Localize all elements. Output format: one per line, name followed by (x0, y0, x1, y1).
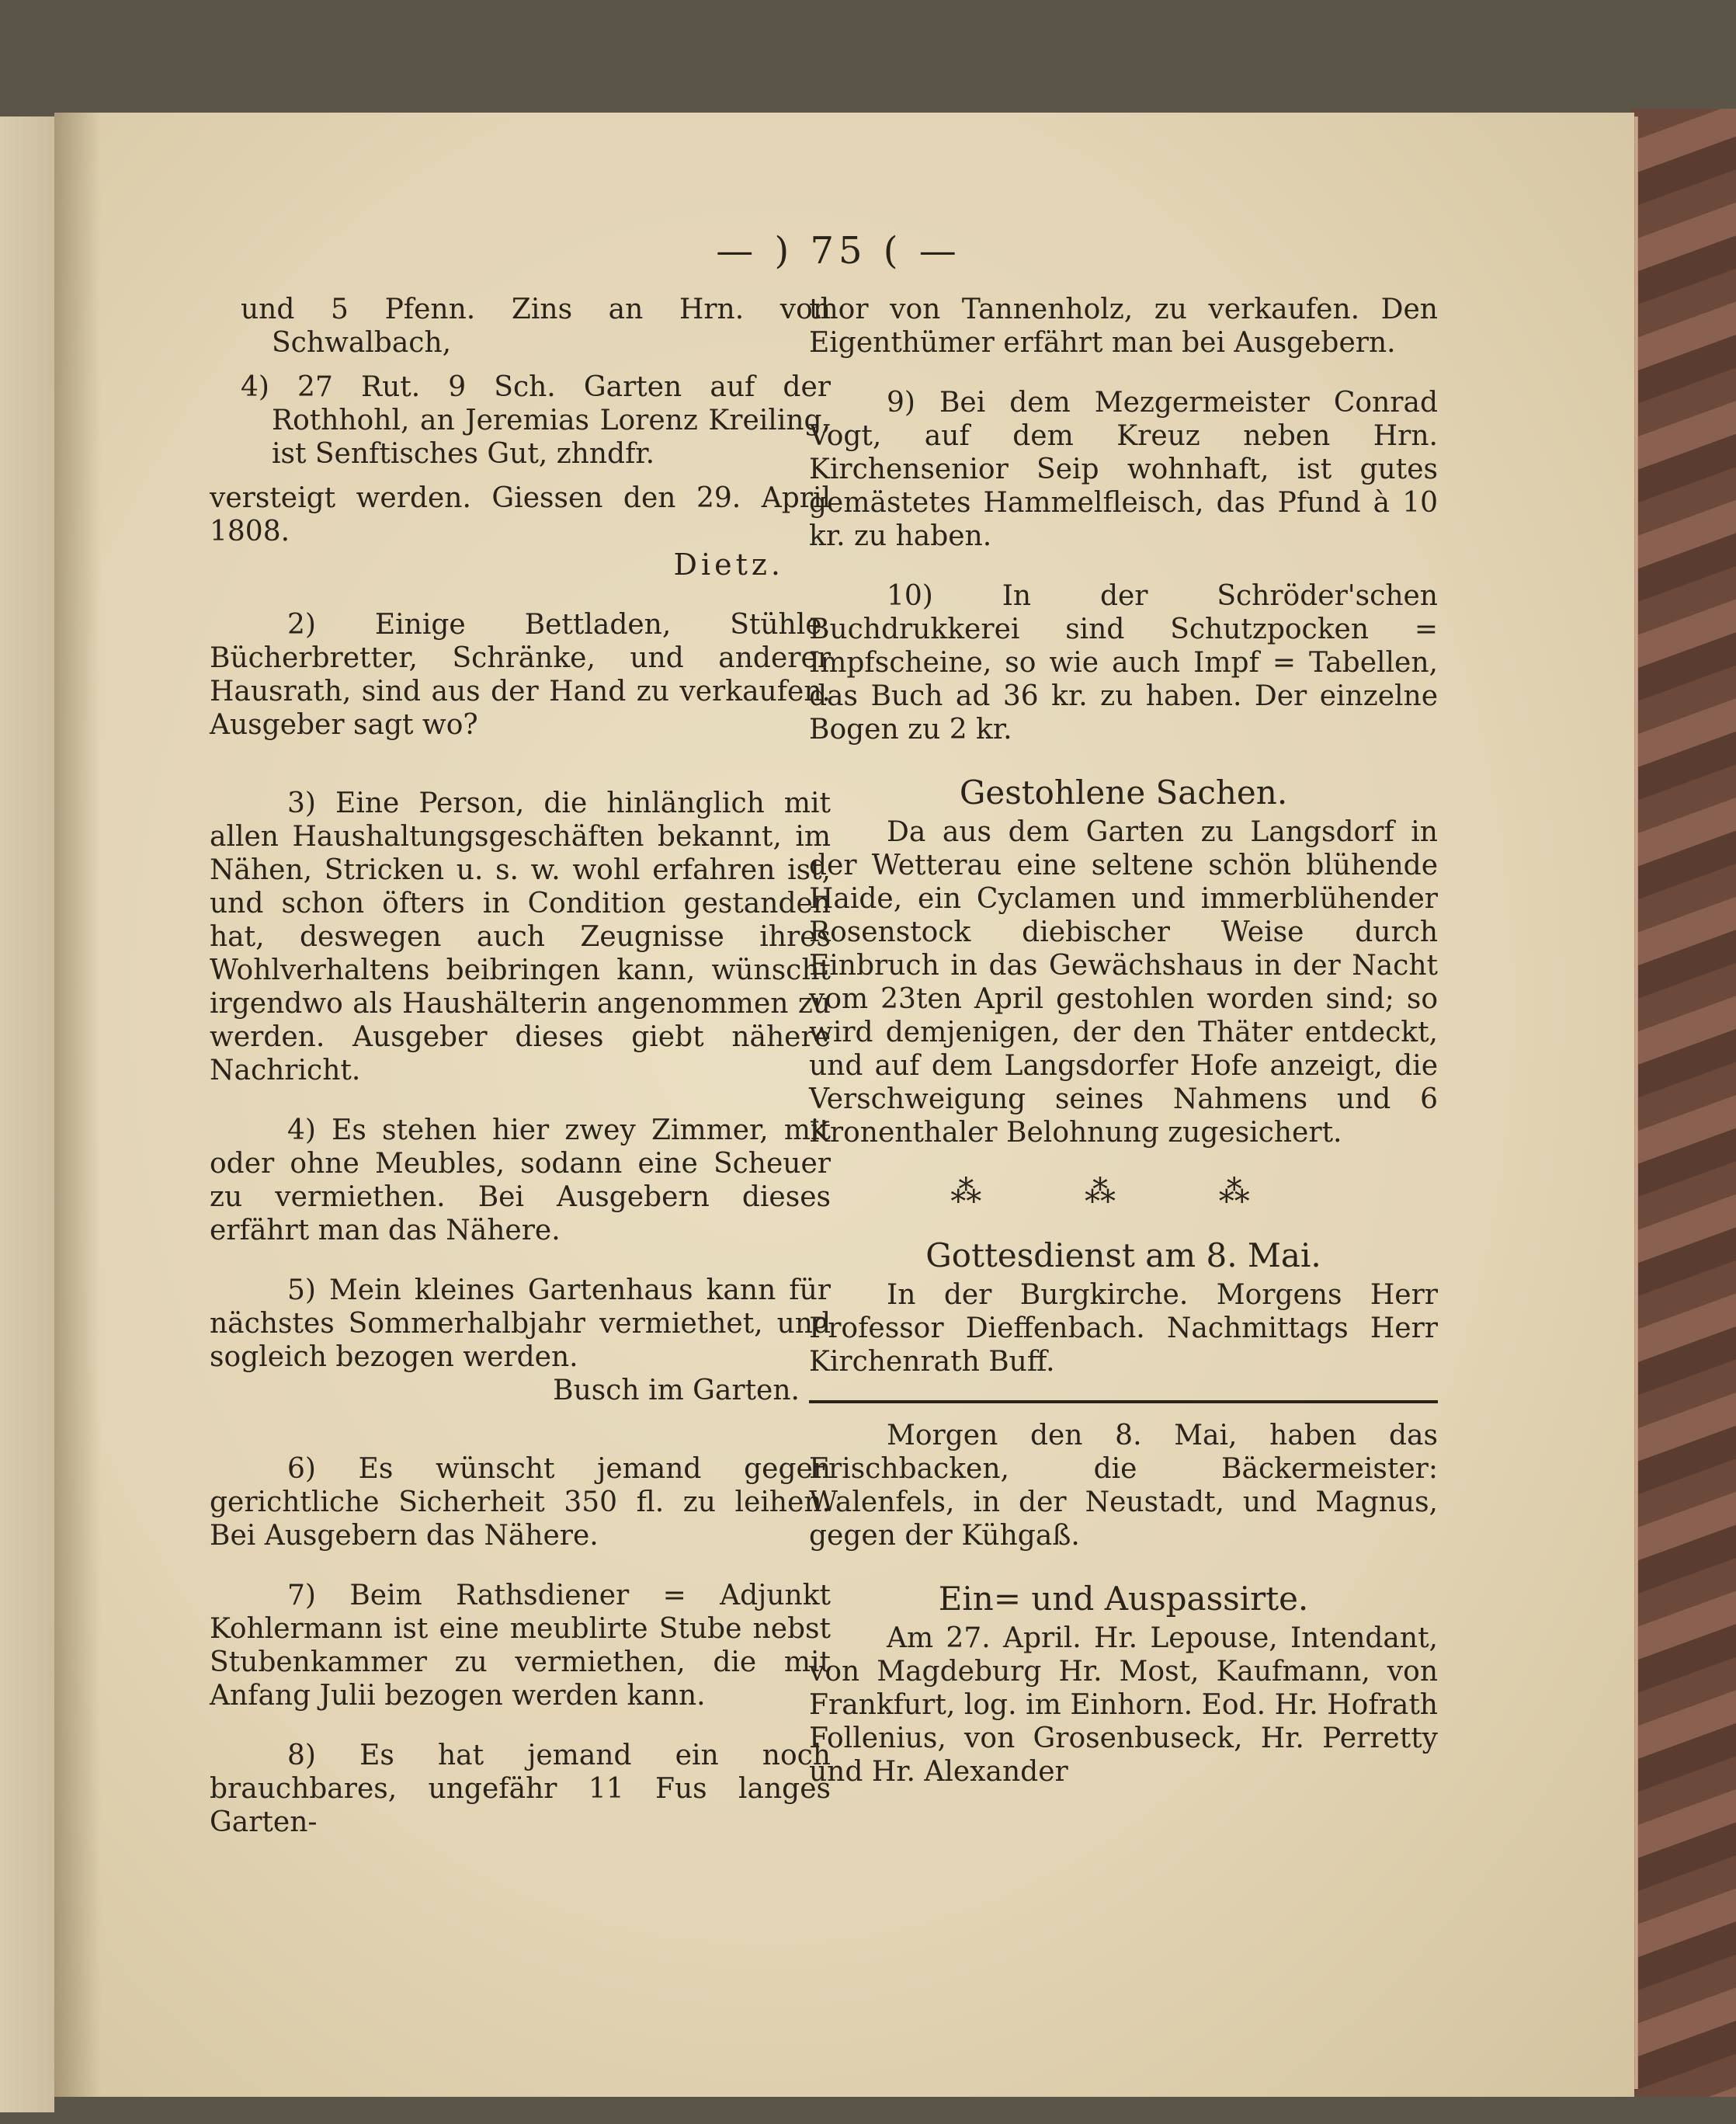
signature-busch: Busch im Garten. (553, 1375, 800, 1406)
book-cover-board (1630, 109, 1736, 2097)
notice-2: 2) Einige Bettladen, Stühle, Bücherbretter, Schränke, und anderer Hausrath, sind aus der Hand zu verkaufen. Ausgeber sagt wo? (210, 609, 831, 741)
heading-church-service: Gottesdienst am 8. Mai. (925, 1236, 1321, 1274)
right-column (809, 293, 1438, 1789)
facing-page-edge (0, 116, 54, 2112)
signature-dietz: Dietz. (673, 548, 784, 582)
auction-note: versteigt werden. Giessen den 29. April 1808. (210, 482, 831, 548)
horizontal-rule (809, 1400, 1438, 1403)
book-page (54, 113, 1634, 2097)
left-column (210, 293, 831, 1839)
heading-stolen-goods: Gestohlene Sachen. (959, 773, 1288, 812)
entry-continuation: und 5 Pfenn. Zins an Hrn. von Schwalbach, (241, 294, 831, 359)
church-service-text: In der Burgkirche. Morgens Herr Professor Dieffenbach. Nachmittags Herr Kirchenrath Buff. (809, 1279, 1438, 1378)
page-gutter-shadow (54, 113, 101, 2097)
notice-8-continuation: thor von Tannenholz, zu verkaufen. Den Eigenthümer erfährt man bei Ausgebern. (809, 294, 1438, 359)
notice-8: 8) Es hat jemand ein noch brauchbares, ungefähr 11 Fus langes Garten- (210, 1740, 831, 1838)
notice-3: 3) Eine Person, die hinlänglich mit allen Haushaltungsgeschäften bekannt, im Nähen, Stricken u. s. w. wohl erfahren ist, und schon öfters in Condition gestanden hat, deswegen auch Zeugnisse ihres Wohlverhaltens beibringen kann, wünscht irgendwo als Haushälterin angenommen zu werden. Ausgeber dieses giebt nähere Nachricht. (210, 787, 831, 1086)
bakers-notice: Morgen den 8. Mai, haben das Frischbacken, die Bäckermeister: Walenfels, in der Neustadt, und Magnus, gegen der Kühgaß. (809, 1420, 1438, 1552)
notice-9: 9) Bei dem Mezgermeister Conrad Vogt, auf dem Kreuz neben Hrn. Kirchensenior Seip wohnhaft, ist gutes gemästetes Hammelfleisch, das Pfund à 10 kr. zu haben. (809, 387, 1438, 552)
heading-arrivals: Ein= und Auspassirte. (938, 1580, 1309, 1618)
notice-10: 10) In der Schröder'schen Buchdrukkerei sind Schutzpocken = Impfscheine, so wie auch Impf = Tabellen, das Buch ad 36 kr. zu haben. Der einzelne Bogen zu 2 kr. (809, 580, 1438, 746)
entry-item-4: 4) 27 Rut. 9 Sch. Garten auf der Rothhohl, an Jeremias Lorenz Kreiling, ist Senftisches Gut, zhndfr. (241, 371, 831, 470)
stolen-goods-text: Da aus dem Garten zu Langsdorf in der Wetterau eine seltene schön blühende Haide, ein Cyclamen und immerblühender Rosenstock diebischer Weise durch Einbruch in das Gewächshaus in der Nacht vom 23ten April gestohlen worden sind; so wird demjenigen, der den Thäter entdeckt, und auf dem Langsdorfer Hofe anzeigt, die Verschweigung seines Nahmens und 6 Kronenthaler Belohnung zugesichert. (809, 816, 1438, 1149)
notice-7: 7) Beim Rathsdiener = Adjunkt Kohlermann ist eine meublirte Stube nebst Stubenkammer zu vermiethen, die mit Anfang Julii bezogen werden kann. (210, 1580, 831, 1712)
notice-4: 4) Es stehen hier zwey Zimmer, mit oder ohne Meubles, sodann eine Scheuer zu vermiethen. Bei Ausgebern dieses erfährt man das Nähere. (210, 1114, 831, 1246)
page-number: — ) 75 ( — (716, 229, 961, 273)
notice-6: 6) Es wünscht jemand gegen gerichtliche Sicherheit 350 fl. zu leihen. Bei Ausgebern das Nähere. (210, 1453, 831, 1552)
ornament-divider: ⁂ ⁂ ⁂ (950, 1174, 1297, 1210)
arrivals-text: Am 27. April. Hr. Lepouse, Intendant, von Magdeburg Hr. Most, Kaufmann, von Frankfurt, log. im Einhorn. Eod. Hr. Hofrath Follenius, von Grosenbuseck, Hr. Perretty und Hr. Alexander (809, 1622, 1438, 1788)
notice-5: 5) Mein kleines Gartenhaus kann für nächstes Sommerhalbjahr vermiethet, und sogleich bezogen werden. (210, 1274, 831, 1373)
